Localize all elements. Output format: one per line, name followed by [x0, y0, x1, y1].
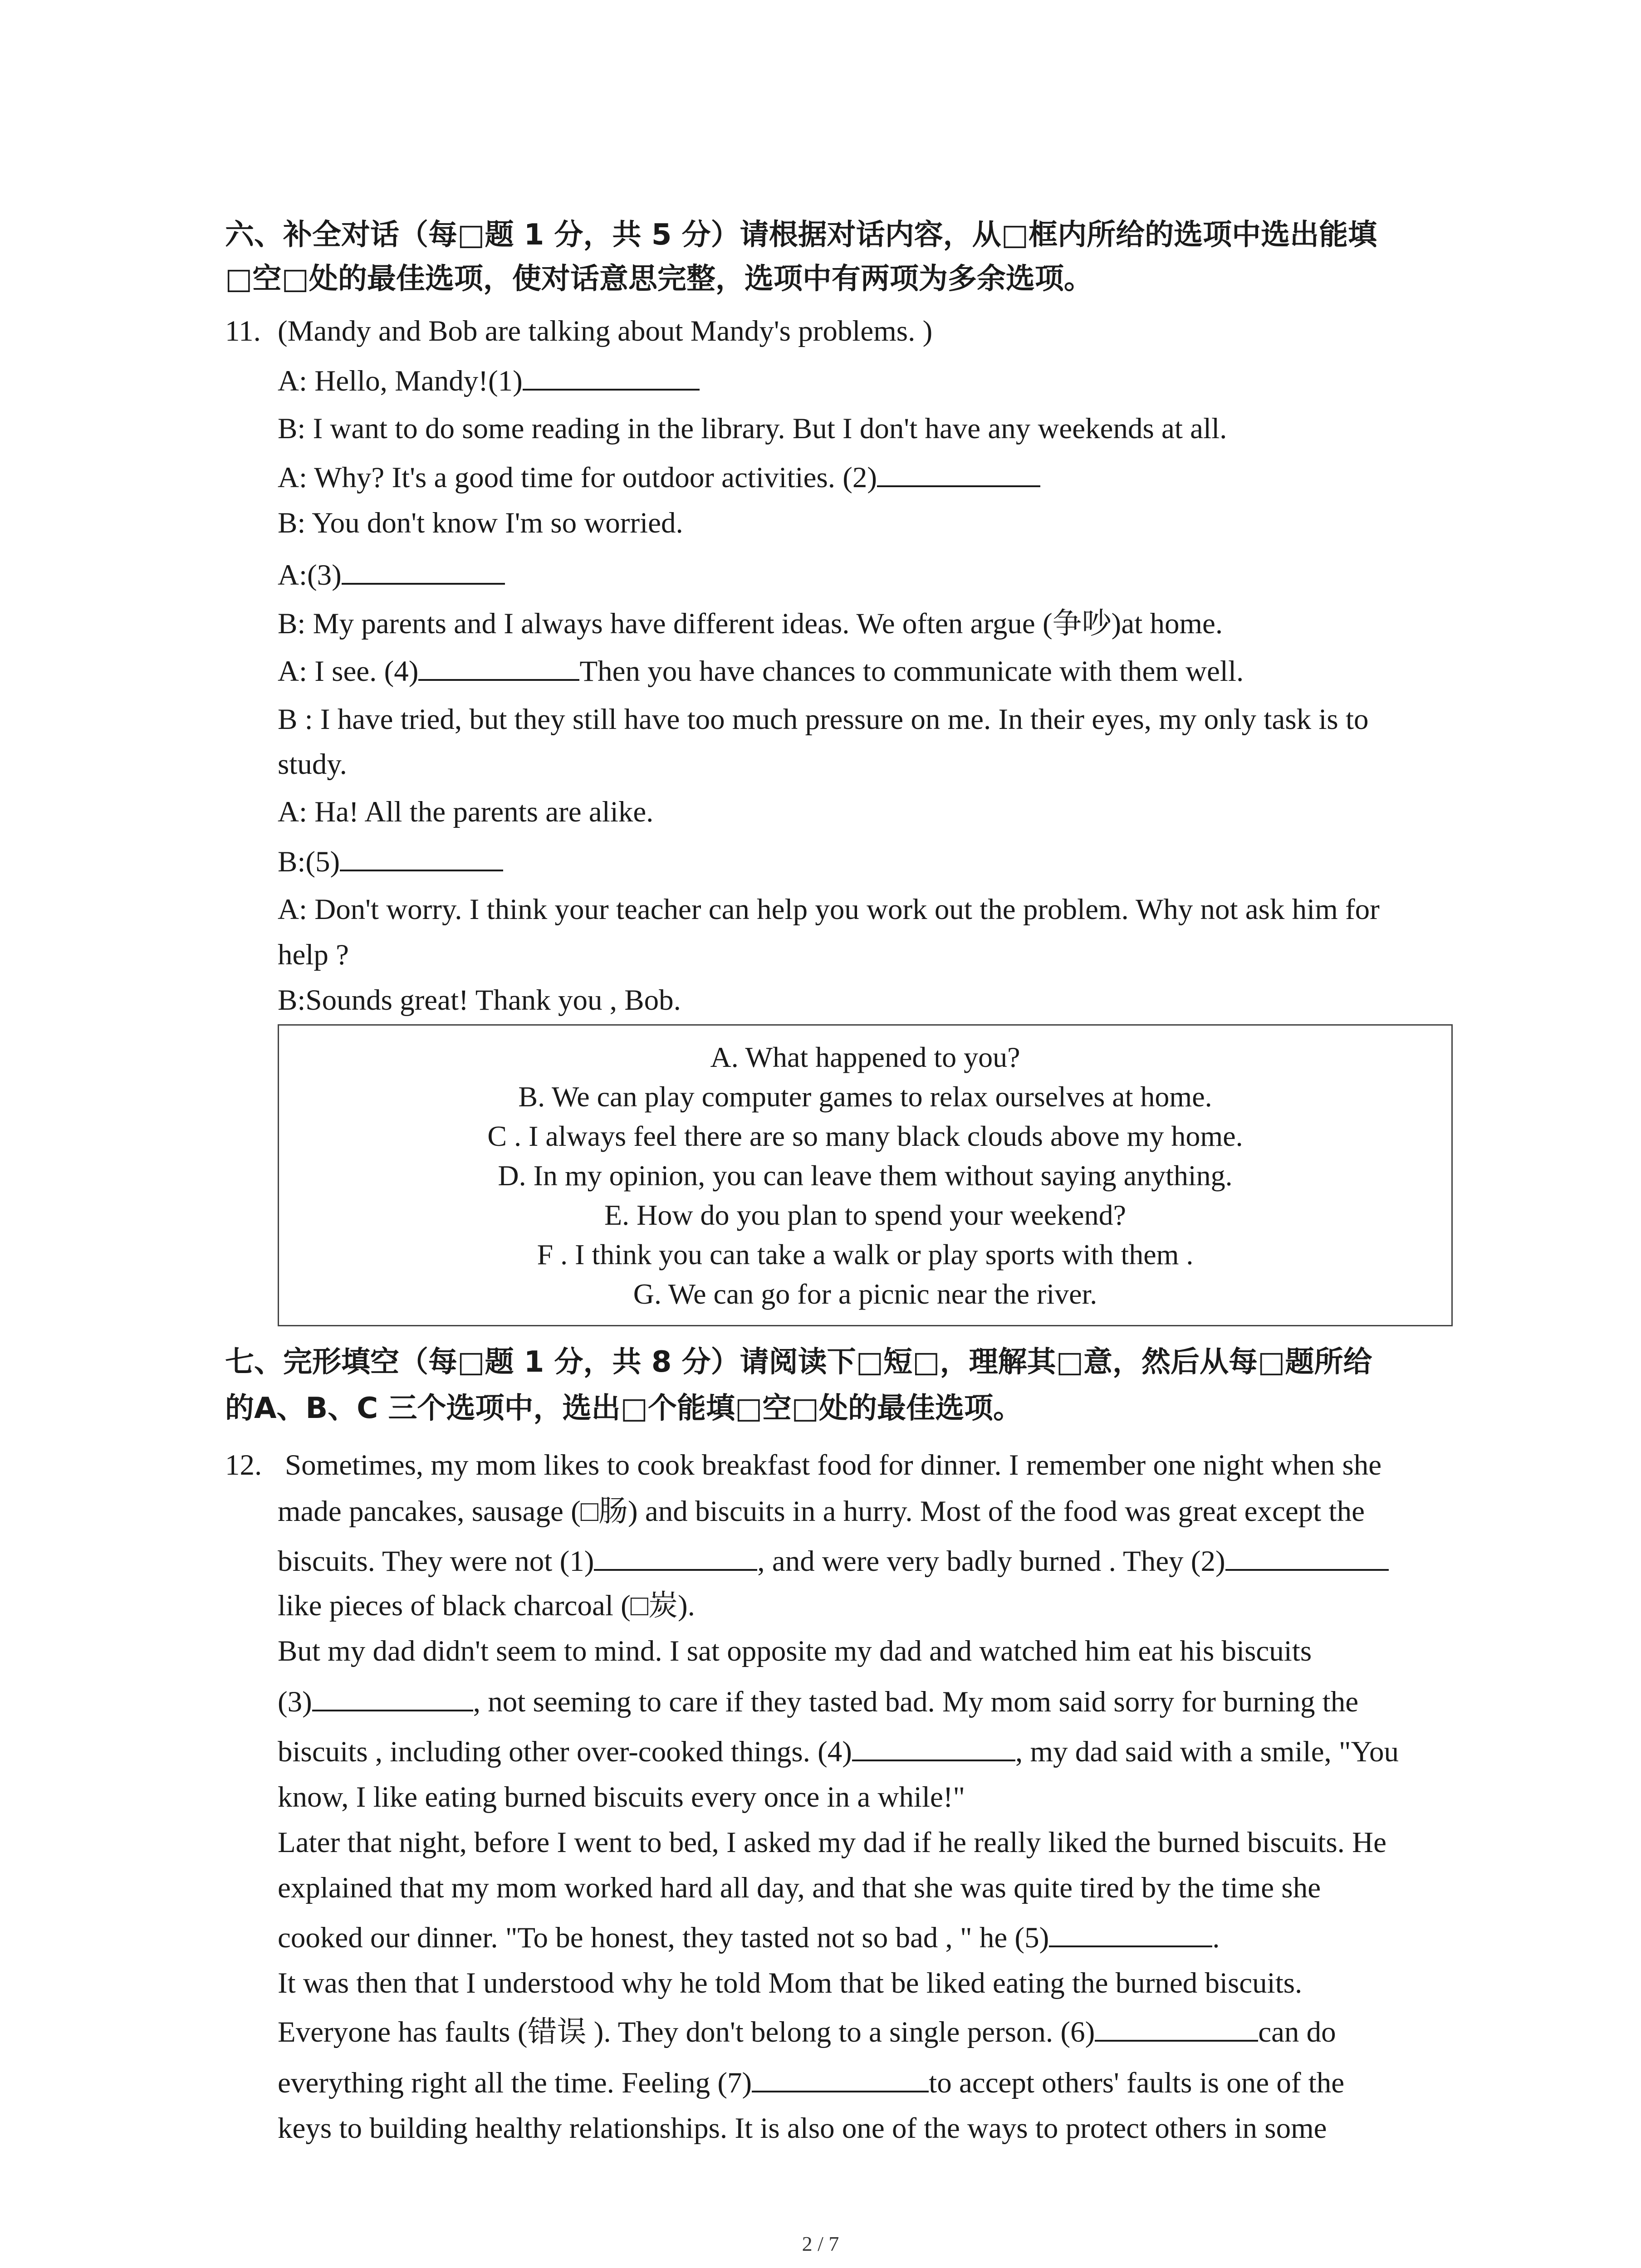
q12-line-10: explained that my mom worked hard all day, and that she was quite tired by the time she — [278, 1872, 1321, 1904]
q12-line-2: made pancakes, sausage (□肠) and biscuits in a hurry. Most of the food was great except the — [278, 1495, 1365, 1528]
q11-line-5 — [278, 557, 505, 593]
q11-option-g: G. We can go for a picnic near the river. — [633, 1278, 1097, 1310]
q11-options-box — [278, 1024, 1453, 1326]
q11-line-6: B: My parents and I always have different ideas. We often argue (争吵)at home. — [278, 607, 1223, 640]
q11-option-b: B. We can play computer games to relax ourselves at home. — [518, 1080, 1212, 1113]
q11-line-9: study. — [278, 748, 347, 781]
q12-line-9: Later that night, before I went to bed, I asked my dad if he really liked the burned biscuits. He — [278, 1826, 1386, 1859]
q11-line-3-text: A: Why? It's a good time for outdoor activities. (2) — [278, 461, 877, 494]
q12-line-13 — [278, 2014, 1336, 2050]
q11-option-c: C . I always feel there are so many black clouds above my home. — [487, 1120, 1243, 1152]
q11-option-e: E. How do you plan to spend your weekend? — [604, 1199, 1126, 1231]
q12-line-13-text-after: can do — [1258, 2016, 1336, 2048]
section6-heading-line2: □空□处的最佳选项，使对话意思完整，选项中有两项为多余选项。 — [225, 262, 1093, 296]
q11-line-7 — [278, 653, 1244, 689]
q12-line-1: Sometimes, my mom likes to cook breakfast food for dinner. I remember one night when she — [285, 1449, 1382, 1481]
q11-option-d: D. In my opinion, you can leave them without saying anything. — [498, 1159, 1233, 1192]
q11-line-8: B : I have tried, but they still have too much pressure on me. In their eyes, my only task is to — [278, 703, 1369, 736]
q12-blank-3[interactable] — [312, 1684, 473, 1711]
q12-blank-5[interactable] — [1049, 1920, 1212, 1947]
q12-blank-4[interactable] — [852, 1734, 1015, 1761]
q11-line-1-text: A: Hello, Mandy!(1) — [278, 365, 523, 397]
q11-option-f: F . I think you can take a walk or play sports with them . — [537, 1238, 1194, 1271]
q12-line-11 — [278, 1920, 1220, 1956]
q12-line-3 — [278, 1543, 1389, 1579]
q12-line-8: know, I like eating burned biscuits every once in a while!" — [278, 1781, 965, 1813]
q12-line-14-text-after: to accept others' faults is one of the — [929, 2067, 1345, 2099]
q11-option-a: A. What happened to you? — [710, 1041, 1020, 1073]
section7-heading-line2: 的A、B、C 三个选项中，选出□个能填□空□处的最佳选项。 — [225, 1392, 1022, 1425]
q12-line-5: But my dad didn't seem to mind. I sat opposite my dad and watched him eat his biscuits — [278, 1635, 1312, 1667]
q11-blank-1[interactable] — [523, 363, 700, 391]
q11-line-14: B:Sounds great! Thank you , Bob. — [278, 984, 681, 1017]
q11-line-13: help ? — [278, 938, 349, 971]
q12-blank-2[interactable] — [1225, 1544, 1389, 1571]
q12-line-11-text-after: . — [1212, 1921, 1220, 1954]
q11-line-11 — [278, 844, 503, 880]
q11-blank-2[interactable] — [877, 460, 1040, 487]
q11-line-2: B: I want to do some reading in the library. But I don't have any weekends at all. — [278, 412, 1227, 445]
q12-line-3-text-after: , and were very badly burned . They (2) — [757, 1545, 1225, 1578]
q12-line-13-text: Everyone has faults (错误 ). They don't belong to a single person. (6) — [278, 2016, 1095, 2048]
q11-line-5-text: A:(3) — [278, 559, 342, 591]
q12-line-7-text-after: , my dad said with a smile, "You — [1015, 1735, 1399, 1768]
q12-number: 12. — [225, 1449, 262, 1481]
q11-line-1 — [278, 363, 700, 399]
q12-line-14-text: everything right all the time. Feeling (7) — [278, 2067, 752, 2099]
q12-line-7-text: biscuits , including other over-cooked things. (4) — [278, 1735, 852, 1768]
q11-line-3 — [278, 459, 1040, 496]
q11-blank-3[interactable] — [342, 557, 505, 585]
q12-line-6-text: (3) — [278, 1686, 312, 1718]
q11-line-7-text-after: Then you have chances to communicate with them well. — [579, 655, 1244, 688]
q12-line-4: like pieces of black charcoal (□炭). — [278, 1589, 695, 1622]
q12-line-14 — [278, 2065, 1344, 2101]
q12-line-6-text-after: , not seeming to care if they tasted bad. My mom said sorry for burning the — [473, 1686, 1359, 1718]
q11-line-12: A: Don't worry. I think your teacher can help you work out the problem. Why not ask him for — [278, 893, 1380, 926]
q12-line-7 — [278, 1734, 1399, 1770]
q11-blank-4[interactable] — [418, 654, 579, 681]
q12-blank-6[interactable] — [1095, 2014, 1258, 2042]
q11-intro: (Mandy and Bob are talking about Mandy's problems. ) — [278, 315, 933, 347]
section6-heading-line1: 六、补全对话（每□题 1 分，共 5 分）请根据对话内容，从□框内所给的选项中选出能填 — [225, 218, 1377, 252]
q12-blank-1[interactable] — [594, 1544, 757, 1571]
q12-blank-7[interactable] — [752, 2065, 929, 2092]
q12-line-11-text: cooked our dinner. "To be honest, they tasted not so bad , " he (5) — [278, 1921, 1049, 1954]
q12-line-12: It was then that I understood why he told Mom that be liked eating the burned biscuits. — [278, 1967, 1303, 1999]
q11-blank-5[interactable] — [340, 844, 503, 871]
q11-line-10: A: Ha! All the parents are alike. — [278, 796, 654, 828]
page-number: 2 / 7 — [802, 2232, 839, 2255]
q12-line-3-text: biscuits. They were not (1) — [278, 1545, 594, 1578]
q11-number: 11. — [225, 315, 261, 347]
q12-line-6 — [278, 1684, 1358, 1720]
q11-line-11-text: B:(5) — [278, 846, 340, 878]
q11-line-7-text: A: I see. (4) — [278, 655, 419, 688]
section7-heading-line1: 七、完形填空（每□题 1 分，共 8 分）请阅读下□短□，理解其□意，然后从每□题所给 — [225, 1345, 1372, 1379]
q12-line-15: keys to building healthy relationships. It is also one of the ways to protect others in some — [278, 2112, 1327, 2145]
q11-line-4: B: You don't know I'm so worried. — [278, 507, 683, 539]
